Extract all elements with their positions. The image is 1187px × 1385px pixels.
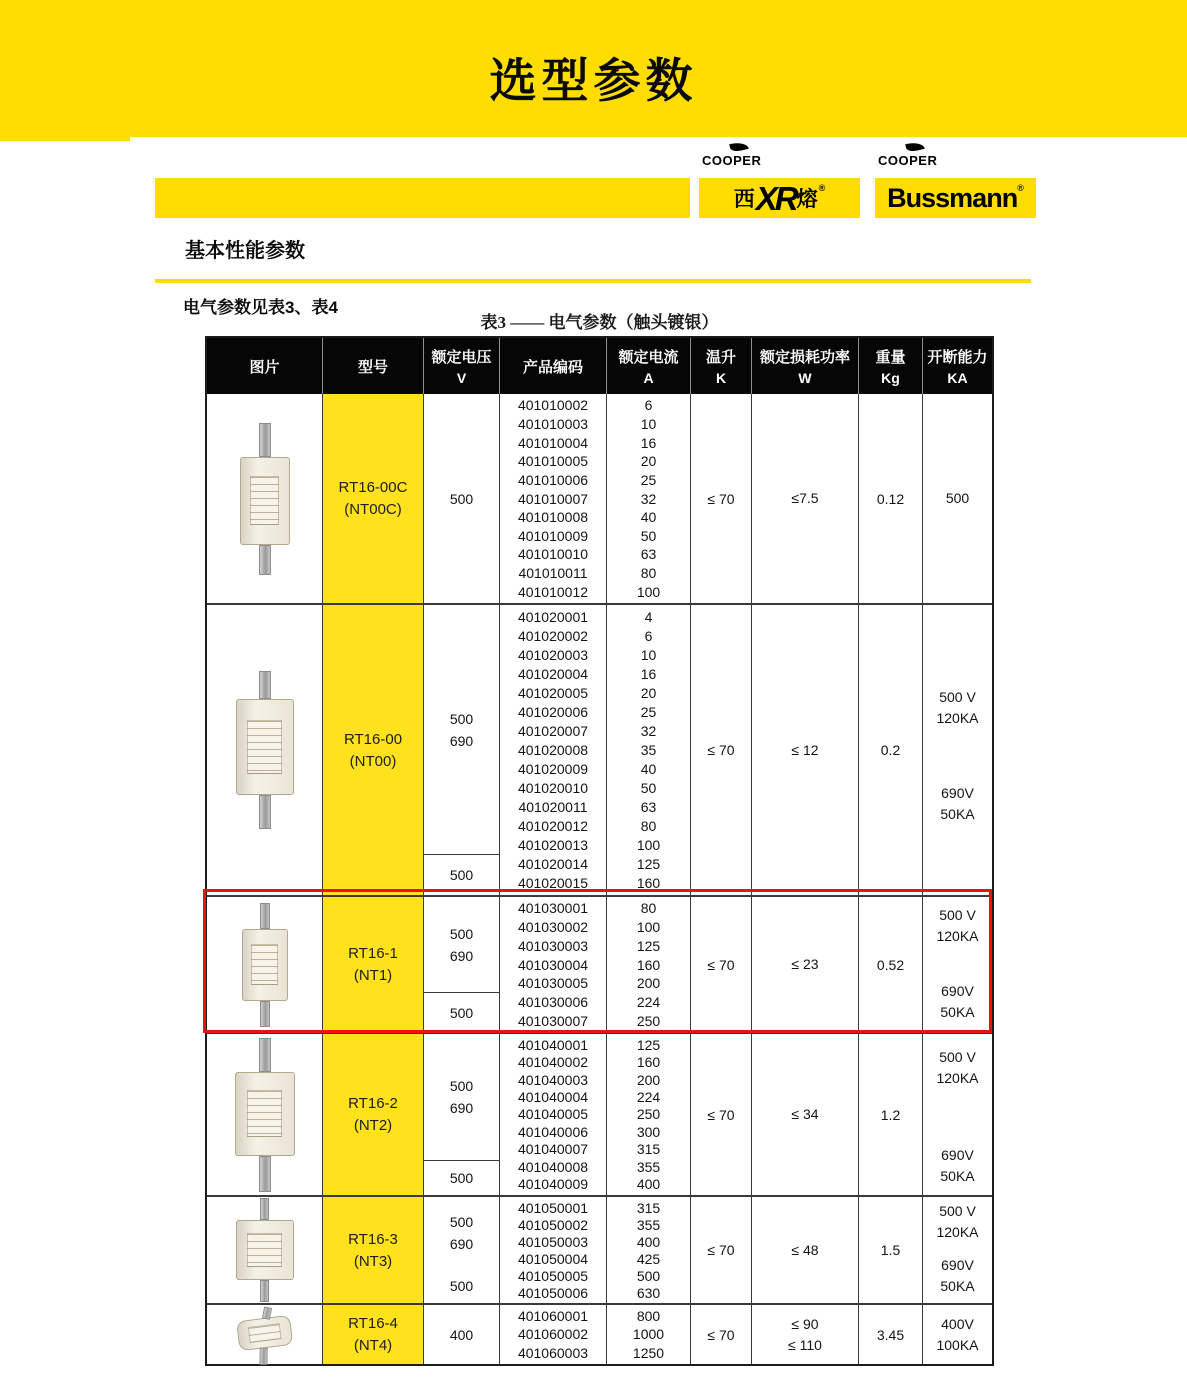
breaking-value: 690V <box>941 785 974 801</box>
breaking-value: 50KA <box>940 1278 975 1294</box>
cooper-wordmark <box>702 153 761 168</box>
fuse-body <box>236 699 294 795</box>
voltage-cell <box>424 605 500 895</box>
voltage-value: 500 <box>449 490 474 507</box>
registered-mark: ® <box>818 183 826 193</box>
product-codes-cell <box>500 1197 607 1303</box>
current-value: 1250 <box>632 1344 665 1361</box>
xr-mark: XR <box>755 179 796 217</box>
power-loss-cell <box>752 605 859 895</box>
weight-cell <box>859 1305 923 1364</box>
product-code: 401020003 <box>517 646 589 663</box>
current-value: 224 <box>636 1089 661 1106</box>
breaking-value: 500 V <box>939 1203 976 1219</box>
temp-rise-value: ≤ 70 <box>707 1326 735 1343</box>
current-value: 160 <box>636 956 661 973</box>
weight-value: 3.45 <box>876 1326 905 1343</box>
model-cell <box>323 1034 424 1195</box>
fuse-blade-bottom <box>259 1156 271 1192</box>
fuse-label <box>250 476 280 526</box>
product-code: 401050003 <box>517 1233 589 1250</box>
breaking-value: 120KA <box>936 928 979 944</box>
product-code: 401020009 <box>517 761 589 778</box>
brand-strip <box>0 153 1187 218</box>
model-sub-label: (NT4) <box>353 1337 393 1354</box>
fuse-label <box>247 1323 281 1343</box>
image-cell <box>207 1197 323 1303</box>
current-value: 400 <box>636 1233 661 1250</box>
current-value: 50 <box>640 527 657 544</box>
product-code: 401030005 <box>517 975 589 992</box>
weight-value: 1.5 <box>880 1242 901 1258</box>
voltage-value: 500 <box>449 1214 474 1230</box>
current-value: 160 <box>636 1054 661 1071</box>
current-value: 200 <box>636 975 661 992</box>
voltage-value: 500 <box>449 1278 474 1294</box>
cooper-label: COOPER <box>878 153 938 168</box>
fuse-label <box>247 1090 283 1138</box>
product-code: 401030004 <box>517 956 589 973</box>
power-loss-value: ≤ 48 <box>791 1241 819 1258</box>
current-value: 315 <box>636 1141 661 1158</box>
header-rated-current: 额定电流 A <box>607 338 691 394</box>
weight-cell <box>859 1197 923 1303</box>
current-value: 400 <box>636 1176 661 1193</box>
header-product-code: 产品编码 <box>500 338 607 394</box>
registered-mark: ® <box>1017 183 1024 193</box>
product-code: 401060002 <box>517 1326 589 1343</box>
breaking-value: 50KA <box>940 1168 975 1184</box>
table-group-rt16-3 <box>207 1195 992 1303</box>
model-label: RT16-2 <box>348 1095 398 1112</box>
xr-logo <box>699 153 860 218</box>
voltage-value: 500 <box>449 1004 474 1021</box>
model-label: RT16-00C <box>338 479 408 496</box>
weight-value: 0.12 <box>876 490 905 507</box>
breaking-capacity-cell <box>923 605 992 895</box>
current-value: 500 <box>636 1267 661 1284</box>
fuse-image <box>235 1034 295 1195</box>
temp-rise-cell <box>691 1034 752 1195</box>
breaking-capacity-cell <box>923 1197 992 1303</box>
currents-cell <box>607 1197 691 1303</box>
breaking-value: 690V <box>941 1257 974 1273</box>
current-value: 80 <box>640 565 657 582</box>
voltage-value: 500 <box>449 867 474 884</box>
fuse-blade-top <box>261 1306 271 1319</box>
breaking-value: 690V <box>941 983 974 999</box>
product-code: 401060001 <box>517 1308 589 1325</box>
current-value: 250 <box>636 1106 661 1123</box>
current-value: 25 <box>640 703 657 720</box>
image-cell <box>207 1305 323 1364</box>
current-value: 10 <box>640 415 657 432</box>
product-code: 401010008 <box>517 509 589 526</box>
fuse-image <box>234 1303 295 1368</box>
cooper-label: COOPER <box>702 153 762 168</box>
current-value: 100 <box>636 919 661 936</box>
product-code: 401020012 <box>517 818 589 835</box>
breaking-capacity-cell <box>923 1034 992 1195</box>
current-value: 80 <box>640 900 657 917</box>
current-value: 1000 <box>632 1326 665 1343</box>
current-value: 16 <box>640 434 657 451</box>
product-codes-cell <box>500 605 607 895</box>
breaking-value: 690V <box>941 1147 974 1163</box>
current-value: 20 <box>640 684 657 701</box>
model-sub-label: (NT00) <box>349 752 397 770</box>
model-label: RT16-4 <box>348 1315 398 1332</box>
product-code: 401020008 <box>517 741 589 758</box>
product-code: 401020006 <box>517 703 589 720</box>
temp-rise-value: ≤ 70 <box>707 1242 735 1258</box>
header-power-loss: 额定损耗功率 W <box>752 338 859 394</box>
power-loss-value: ≤ 23 <box>791 956 819 972</box>
voltage-cell <box>424 1197 500 1303</box>
voltage-cell <box>424 1034 500 1195</box>
model-sub-label: (NT1) <box>353 967 393 984</box>
image-cell <box>207 394 323 603</box>
model-label: RT16-00 <box>343 730 403 748</box>
product-code: 401020001 <box>517 608 589 625</box>
voltage-value: 690 <box>449 947 474 964</box>
model-cell <box>323 1197 424 1303</box>
current-value: 100 <box>636 583 661 600</box>
currents-cell <box>607 1034 691 1195</box>
weight-value: 1.2 <box>880 1106 901 1123</box>
product-code: 401020004 <box>517 665 589 682</box>
current-value: 63 <box>640 799 657 816</box>
currents-cell <box>607 897 691 1032</box>
current-value: 355 <box>636 1216 661 1233</box>
product-code: 401050006 <box>517 1284 589 1301</box>
model-sub-label: (NT2) <box>353 1117 393 1134</box>
product-code: 401040008 <box>517 1158 589 1175</box>
power-loss-cell <box>752 1197 859 1303</box>
product-code: 401020014 <box>517 856 589 873</box>
header-rated-voltage: 额定电压 V <box>424 338 500 394</box>
power-loss-value: ≤ 12 <box>791 741 819 758</box>
current-value: 800 <box>636 1308 661 1325</box>
fuse-blade-top <box>259 423 271 457</box>
fuse-image <box>240 394 290 603</box>
model-cell <box>323 605 424 895</box>
current-value: 32 <box>640 490 657 507</box>
power-loss-cell <box>752 1305 859 1364</box>
xr-left-char: 西 <box>733 188 755 211</box>
bussmann-logo <box>875 153 1036 218</box>
product-code: 401050002 <box>517 1216 589 1233</box>
current-value: 200 <box>636 1071 661 1088</box>
product-code: 401030006 <box>517 993 589 1010</box>
model-sub-label: (NT3) <box>353 1252 393 1270</box>
product-code: 401010002 <box>517 397 589 414</box>
product-code: 401010006 <box>517 471 589 488</box>
title-banner <box>0 0 1187 137</box>
breaking-value: 120KA <box>936 1224 979 1240</box>
breaking-value: 400V <box>941 1315 974 1332</box>
header-temp-rise: 温升 K <box>691 338 752 394</box>
breaking-value: 120KA <box>936 710 979 726</box>
model-cell <box>323 394 424 603</box>
current-value: 4 <box>644 608 653 625</box>
weight-cell <box>859 394 923 603</box>
current-value: 125 <box>636 856 661 873</box>
fuse-blade-top <box>259 671 271 699</box>
fuse-label <box>251 944 278 985</box>
temp-rise-cell <box>691 394 752 603</box>
fuse-body <box>236 1315 293 1351</box>
xr-right-char: 熔 <box>796 188 818 211</box>
product-code: 401010010 <box>517 546 589 563</box>
table-group-rt16-4 <box>207 1303 992 1364</box>
header-image: 图片 <box>207 338 323 394</box>
fuse-blade-top <box>259 1038 271 1072</box>
temp-rise-value: ≤ 70 <box>707 1106 735 1123</box>
temp-rise-cell <box>691 605 752 895</box>
cooper-leaf-icon <box>729 140 749 153</box>
breaking-value: 500 <box>945 490 970 506</box>
currents-cell <box>607 394 691 603</box>
power-loss-cell <box>752 1034 859 1195</box>
voltage-cell <box>424 897 500 1032</box>
image-cell <box>207 897 323 1032</box>
product-codes-cell <box>500 1034 607 1195</box>
temp-rise-value: ≤ 70 <box>707 490 735 507</box>
breaking-capacity-cell <box>923 1305 992 1364</box>
image-cell <box>207 605 323 895</box>
bussmann-logo-text: Bussmann <box>887 182 1018 213</box>
product-code: 401010012 <box>517 583 589 600</box>
product-code: 401040007 <box>517 1141 589 1158</box>
weight-cell <box>859 897 923 1032</box>
fuse-body <box>235 1072 295 1156</box>
current-value: 300 <box>636 1123 661 1140</box>
product-code: 401010005 <box>517 453 589 470</box>
voltage-cell <box>424 394 500 603</box>
fuse-image <box>236 1197 294 1303</box>
breaking-capacity-cell <box>923 897 992 1032</box>
product-code: 401020007 <box>517 722 589 739</box>
current-value: 125 <box>636 937 661 954</box>
current-value: 10 <box>640 646 657 663</box>
product-code: 401030007 <box>517 1012 589 1029</box>
page-title: 选型参数 <box>489 54 698 107</box>
table-caption: 表3 —— 电气参数（触头镀银） <box>480 313 719 332</box>
power-loss-cell <box>752 897 859 1032</box>
current-value: 80 <box>640 818 657 835</box>
temp-rise-cell <box>691 1305 752 1364</box>
product-code: 401020011 <box>518 799 588 816</box>
temp-rise-cell <box>691 1197 752 1303</box>
voltage-value: 500 <box>449 710 474 727</box>
model-sub-label: (NT00C) <box>344 501 402 518</box>
fuse-body <box>242 929 288 1001</box>
breaking-value: 50KA <box>940 1004 975 1020</box>
fuse-body <box>240 457 290 545</box>
fuse-blade-bottom <box>259 1347 267 1364</box>
brand-yellow-bar <box>155 178 690 218</box>
current-value: 425 <box>636 1250 661 1267</box>
product-code: 401040001 <box>517 1036 589 1053</box>
product-code: 401040006 <box>517 1123 589 1140</box>
parameters-table <box>205 336 994 1366</box>
product-code: 401030001 <box>517 900 589 917</box>
product-code: 401040004 <box>517 1089 589 1106</box>
power-loss-value: ≤ 90 <box>791 1315 819 1332</box>
product-code: 401010011 <box>518 565 588 582</box>
breaking-value: 50KA <box>940 806 975 822</box>
product-code: 401030003 <box>517 937 589 954</box>
xr-logo-text <box>733 179 826 217</box>
table-group-rt16-00c <box>207 394 992 603</box>
product-code: 401040009 <box>517 1176 589 1193</box>
current-value: 63 <box>640 546 657 563</box>
breaking-value: 500 V <box>939 1049 976 1065</box>
table-group-rt16-1 <box>207 895 992 1032</box>
table-group-rt16-2 <box>207 1032 992 1195</box>
product-code: 401040002 <box>517 1054 589 1071</box>
product-codes-cell <box>500 1305 607 1364</box>
fuse-blade-top <box>260 1198 269 1220</box>
current-value: 6 <box>644 397 653 414</box>
header-breaking-capacity: 开断能力 KA <box>927 349 988 386</box>
temp-rise-value: ≤ 70 <box>707 956 735 973</box>
weight-value: 0.2 <box>880 742 901 758</box>
product-code: 401010004 <box>517 434 589 451</box>
section-heading: 基本性能参数 <box>185 240 305 262</box>
breaking-value: 100KA <box>936 1336 979 1353</box>
voltage-value: 500 <box>449 1170 474 1187</box>
current-value: 100 <box>636 837 661 854</box>
product-code: 401040003 <box>517 1071 589 1088</box>
current-value: 315 <box>636 1199 661 1216</box>
header-model: 型号 <box>323 338 424 394</box>
current-value: 35 <box>640 741 657 758</box>
power-loss-value: ≤ 110 <box>788 1336 822 1353</box>
fuse-label <box>247 720 282 775</box>
voltage-value: 690 <box>449 1100 474 1117</box>
product-code: 401020005 <box>517 684 589 701</box>
weight-cell <box>859 605 923 895</box>
product-code: 401010007 <box>517 490 589 507</box>
current-value: 40 <box>640 761 657 778</box>
current-value: 32 <box>640 722 657 739</box>
product-code: 401020002 <box>517 627 589 644</box>
current-value: 40 <box>640 509 657 526</box>
current-value: 6 <box>644 627 653 644</box>
fuse-label <box>247 1233 282 1267</box>
intro-text: 电气参数见表3、表4 <box>183 298 338 317</box>
product-code: 401050001 <box>517 1199 589 1216</box>
breaking-capacity-cell <box>923 394 992 603</box>
current-value: 25 <box>640 471 657 488</box>
voltage-value: 400 <box>449 1326 474 1343</box>
product-codes-cell <box>500 394 607 603</box>
fuse-blade-top <box>260 903 270 929</box>
current-value: 20 <box>640 453 657 470</box>
image-cell <box>207 1034 323 1195</box>
voltage-cell <box>424 1305 500 1364</box>
product-codes-cell <box>500 897 607 1032</box>
header-weight: 重量 Kg <box>859 338 923 394</box>
product-code: 401020013 <box>517 837 589 854</box>
current-value: 16 <box>640 665 657 682</box>
product-code: 401030002 <box>517 919 589 936</box>
product-code: 401050004 <box>517 1250 589 1267</box>
fuse-blade-bottom <box>259 545 271 575</box>
weight-value: 0.52 <box>876 956 905 973</box>
currents-cell <box>607 1305 691 1364</box>
product-code: 401020015 <box>517 875 589 892</box>
current-value: 250 <box>636 1012 661 1029</box>
current-value: 160 <box>636 875 661 892</box>
power-loss-value: ≤7.5 <box>791 490 819 506</box>
banner-tab <box>0 137 130 141</box>
model-cell <box>323 897 424 1032</box>
product-code: 401010009 <box>517 527 589 544</box>
current-value: 630 <box>636 1284 661 1301</box>
temp-rise-value: ≤ 70 <box>707 742 735 758</box>
fuse-body <box>236 1220 294 1280</box>
power-loss-value: ≤ 34 <box>791 1106 819 1122</box>
voltage-value: 690 <box>449 1236 474 1252</box>
fuse-blade-bottom <box>259 795 271 829</box>
current-value: 355 <box>636 1158 661 1175</box>
table-group-rt16-00 <box>207 603 992 895</box>
voltage-value: 690 <box>449 732 474 749</box>
product-code: 401060003 <box>517 1344 589 1361</box>
product-code: 401040005 <box>517 1106 589 1123</box>
fuse-blade-bottom <box>260 1001 270 1027</box>
model-label: RT16-3 <box>348 1230 398 1248</box>
cooper-wordmark <box>878 153 937 168</box>
current-value: 224 <box>636 993 661 1010</box>
breaking-value: 120KA <box>936 1070 979 1086</box>
weight-cell <box>859 1034 923 1195</box>
currents-cell <box>607 605 691 895</box>
fuse-image <box>242 897 288 1032</box>
temp-rise-cell <box>691 897 752 1032</box>
current-value: 125 <box>636 1036 661 1053</box>
fuse-image <box>236 605 294 895</box>
product-code: 401020010 <box>517 780 589 797</box>
product-code: 401050005 <box>517 1267 589 1284</box>
power-loss-cell <box>752 394 859 603</box>
yellow-divider <box>155 279 1031 283</box>
product-code: 401010003 <box>517 415 589 432</box>
current-value: 50 <box>640 780 657 797</box>
fuse-blade-bottom <box>260 1280 269 1302</box>
model-label: RT16-1 <box>348 945 398 962</box>
voltage-value: 500 <box>449 925 474 942</box>
breaking-value: 500 V <box>939 907 976 923</box>
table-header-row <box>207 338 992 394</box>
cooper-leaf-icon <box>905 140 925 153</box>
voltage-value: 500 <box>449 1078 474 1095</box>
breaking-value: 500 V <box>939 689 976 705</box>
model-cell <box>323 1305 424 1364</box>
